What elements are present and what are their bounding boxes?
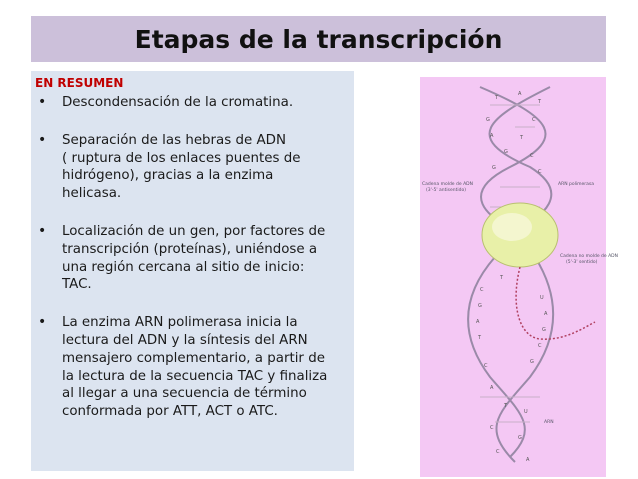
svg-text:C: C bbox=[484, 363, 488, 369]
svg-text:C: C bbox=[530, 153, 534, 159]
label-arn: ARN bbox=[544, 420, 554, 425]
bullet-text: Localización de un gen, por factores de transcripción (proteínas), uniéndose a una región cercana al sitio de inicio: TAC. bbox=[62, 223, 326, 293]
bullet-text: La enzima ARN polimerasa inicia la lectura del ADN y la síntesis del ARN mensajero complementario, a partir de la lectura de la secuencia TAC y finaliza al llegar a una secuencia de término conformada por ATT, ACT o ATC. bbox=[62, 315, 328, 420]
svg-text:G: G bbox=[530, 359, 534, 365]
svg-text:C: C bbox=[490, 425, 494, 431]
svg-text:T: T bbox=[500, 275, 504, 281]
svg-text:A: A bbox=[518, 91, 522, 97]
bullet-text: Descondensación de la cromatina. bbox=[62, 95, 294, 110]
title-bar bbox=[31, 16, 606, 62]
label-coding-strand-dir: (5'-3' sentido) bbox=[566, 260, 598, 265]
svg-text:T: T bbox=[504, 403, 508, 409]
dna-helix-illustration bbox=[420, 77, 619, 477]
svg-text:T: T bbox=[478, 335, 482, 341]
svg-text:C: C bbox=[496, 449, 500, 455]
svg-text:C: C bbox=[538, 169, 542, 175]
bullet-dot-icon: • bbox=[38, 131, 47, 148]
slide-title: Etapas de la transcripción bbox=[134, 24, 503, 54]
svg-text:A: A bbox=[490, 385, 494, 391]
svg-text:G: G bbox=[492, 165, 496, 171]
bullet-item bbox=[32, 132, 352, 203]
svg-text:G: G bbox=[542, 327, 546, 333]
label-template-strand: Cadena molde de ADN bbox=[422, 182, 473, 187]
section-label: EN RESUMEN bbox=[35, 76, 124, 90]
bullet-dot-icon: • bbox=[38, 94, 47, 110]
svg-text:T: T bbox=[520, 135, 524, 141]
svg-text:U: U bbox=[540, 295, 544, 301]
svg-text:C: C bbox=[480, 287, 484, 293]
svg-text:A: A bbox=[544, 311, 548, 317]
bullet-dot-icon: • bbox=[38, 314, 47, 331]
rna-strand bbox=[516, 267, 595, 339]
svg-text:G: G bbox=[486, 117, 490, 123]
bullet-item bbox=[32, 314, 352, 421]
bullet-item bbox=[32, 94, 352, 112]
transcription-diagram bbox=[420, 77, 619, 477]
svg-text:U: U bbox=[524, 409, 528, 415]
bullet-dot-icon: • bbox=[38, 222, 47, 239]
bullet-text: Separación de las hebras de ADN ( ruptura de los enlaces puentes de hidrógeno), gracias a la enzima helicasa. bbox=[62, 132, 301, 202]
svg-text:T: T bbox=[495, 95, 499, 101]
svg-text:G: G bbox=[518, 435, 522, 441]
bullet-item bbox=[32, 223, 352, 294]
label-template-strand-dir: (3'-5' antisentido) bbox=[426, 188, 466, 193]
svg-text:G: G bbox=[478, 303, 482, 309]
label-rna-polymerase: ARN polimerasa bbox=[558, 182, 594, 187]
svg-text:A: A bbox=[490, 133, 494, 139]
svg-text:A: A bbox=[476, 319, 480, 325]
svg-text:G: G bbox=[504, 149, 508, 155]
svg-text:A: A bbox=[526, 457, 530, 463]
svg-text:C: C bbox=[538, 343, 542, 349]
label-coding-strand: Cadena no molde de ADN bbox=[560, 254, 619, 259]
rna-polymerase-highlight bbox=[492, 213, 532, 241]
svg-text:T: T bbox=[538, 99, 542, 105]
bullet-list bbox=[32, 94, 352, 441]
base-letters bbox=[476, 91, 548, 463]
svg-text:C: C bbox=[532, 117, 536, 123]
